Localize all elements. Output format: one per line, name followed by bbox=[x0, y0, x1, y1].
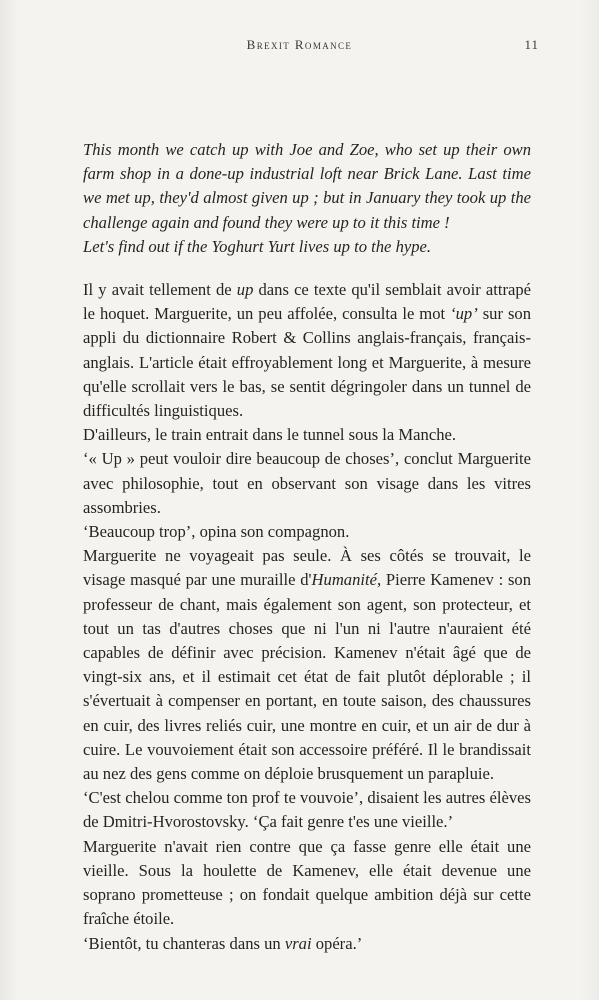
body-paragraph bbox=[83, 278, 531, 423]
text-run: sur son appli du dictionnaire Robert & Collins anglais-français, français-anglais. L'article était effroyablement long et Marguerite, à mesure qu'elle scrollait vers le bas, se sentit dégringoler dans un tunnel de difficultés linguistiques. bbox=[83, 304, 531, 421]
italic-text-run: up bbox=[236, 280, 254, 300]
excerpt-paragraph: This month we catch up with Joe and Zoe, who set up their own farm shop in a done-up industrial loft near Brick Lane. Last time we met up, they'd almost given up ; but in January they took up the challenge again and found they were up to it this time ! bbox=[83, 140, 531, 232]
text-run: dans ce texte qu'il semblait avoir attrapé le hoquet. Marguerite, un peu affolée, consulta le mot bbox=[83, 280, 531, 324]
italic-text-run: ‘up’ bbox=[450, 304, 478, 324]
text-run: Marguerite ne voyageait pas seule. À ses côtés se trouvait, le visage masqué par une muraille d' bbox=[83, 546, 531, 590]
body-paragraph: ‘Beaucoup trop’, opina son compagnon. bbox=[83, 522, 350, 542]
book-title: Brexit Romance bbox=[246, 37, 353, 52]
running-head bbox=[0, 37, 599, 57]
english-excerpt bbox=[83, 138, 531, 259]
page-number: 11 bbox=[524, 37, 539, 52]
body-text bbox=[83, 278, 531, 956]
italic-text-run: vrai bbox=[284, 933, 312, 953]
text-run: ‘Bientôt, tu chanteras dans un bbox=[83, 933, 285, 953]
excerpt-paragraph: Let's find out if the Yoghurt Yurt lives up to the hype. bbox=[83, 236, 432, 256]
italic-text-run: Humanité bbox=[311, 570, 377, 590]
text-run: opéra.’ bbox=[311, 933, 363, 953]
body-paragraph: D'ailleurs, le train entrait dans le tunnel sous la Manche. bbox=[83, 425, 457, 445]
body-paragraph bbox=[83, 932, 531, 956]
body-paragraph: ‘« Up » peut vouloir dire beaucoup de choses’, conclut Marguerite avec philosophie, tout en observant son visage dans les vitres assombries. bbox=[83, 449, 531, 517]
text-run: Il y avait tellement de bbox=[83, 280, 237, 300]
body-paragraph: Marguerite n'avait rien contre que ça fasse genre elle était une vieille. Sous la houlette de Kamenev, elle était devenue une soprano prometteuse ; on fondait quelque ambition déjà sur cette fraîche étoile. bbox=[83, 836, 531, 929]
body-paragraph bbox=[83, 544, 531, 786]
text-block bbox=[83, 138, 531, 956]
text-run: , Pierre Kamenev : son professeur de chant, mais également son agent, son protecteur, et tout un tas d'autres choses que ni l'un ni l'autre n'auraient été capables de définir avec précision. Kamenev n'était âgé que de vingt-six ans, et il estimait cet état de fait plutôt déplorable ; il s'évertuait à compenser en portant, en toute saison, des chaussures en cuir, des livres reliés cuir, une montre en cuir, et un air de dur à cuire. Le vouvoiement était son accessoire préféré. Il le brandissait au nez des gens comme on déploie brusquement un parapluie. bbox=[83, 570, 531, 784]
body-paragraph: ‘C'est chelou comme ton prof te vouvoie’, disaient les autres élèves de Dmitri-Hvorostovsky. ‘Ça fait genre t'es une vieille.’ bbox=[83, 788, 531, 832]
